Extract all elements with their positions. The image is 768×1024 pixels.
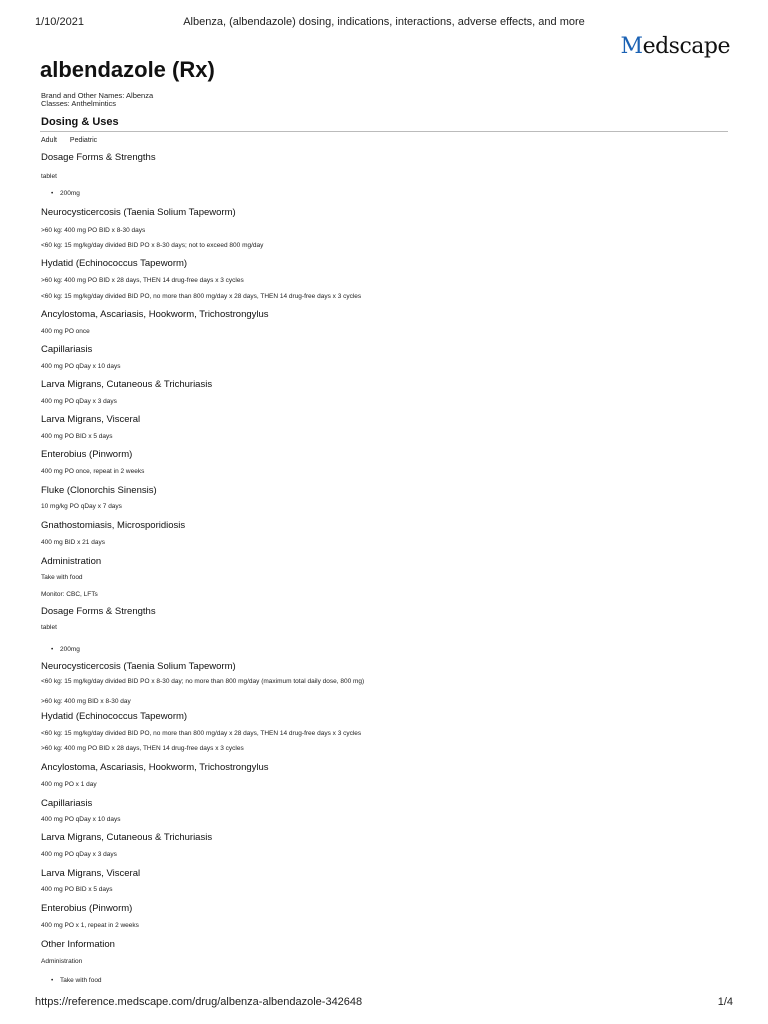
subsection-heading: Dosage Forms & Strengths <box>41 606 156 617</box>
logo-text: edscape <box>642 34 730 59</box>
print-date: 1/10/2021 <box>35 16 84 28</box>
dosing-text: >60 kg: 400 mg PO BID x 28 days, THEN 14 drug-free days x 3 cycles <box>41 277 244 284</box>
dosing-text: 400 mg PO BID x 5 days <box>41 433 113 440</box>
subsection-heading: Larva Migrans, Cutaneous & Trichuriasis <box>41 379 213 390</box>
dosing-text: <60 kg: 15 mg/kg/day divided BID PO x 8-30 days; not to exceed 800 mg/day <box>41 242 264 249</box>
dosing-text: Take with food <box>41 574 83 581</box>
dosing-text: 400 mg PO qDay x 10 days <box>41 363 121 370</box>
subsection-heading: Capillariasis <box>41 344 93 355</box>
dosing-text: 400 mg PO qDay x 3 days <box>41 851 117 858</box>
page-url: https://reference.medscape.com/drug/albenza-albendazole-342648 <box>35 996 363 1008</box>
section-heading-dosing: Dosing & Uses <box>41 116 119 128</box>
subsection-heading: Ancylostoma, Ascariasis, Hookworm, Trichostrongylus <box>41 762 269 773</box>
drug-classes: Classes: Anthelmintics <box>41 99 117 108</box>
bullet-item <box>51 190 80 197</box>
dosing-text: 400 mg PO BID x 5 days <box>41 886 113 893</box>
dosing-text: 10 mg/kg PO qDay x 7 days <box>41 503 122 510</box>
bullet-text: Take with food <box>60 977 102 984</box>
subsection-heading: Capillariasis <box>41 798 93 809</box>
subsection-heading: Larva Migrans, Cutaneous & Trichuriasis <box>41 832 213 843</box>
dosing-text: >60 kg: 400 mg PO BID x 8-30 days <box>41 227 146 234</box>
subsection-heading: Neurocysticercosis (Taenia Solium Tapeworm) <box>41 207 236 218</box>
print-footer <box>35 996 733 1010</box>
dosing-text: tablet <box>41 624 57 631</box>
subsection-heading: Hydatid (Echinococcus Tapeworm) <box>41 711 188 722</box>
subsection-heading: Fluke (Clonorchis Sinensis) <box>41 485 157 496</box>
dosing-text: <60 kg: 15 mg/kg/day divided BID PO, no more than 800 mg/day x 28 days, THEN 14 drug-free days x 3 cycles <box>41 730 362 737</box>
page-number: 1/4 <box>717 996 733 1008</box>
bullet-text: 200mg <box>60 646 80 653</box>
subsection-heading: Neurocysticercosis (Taenia Solium Tapeworm) <box>41 661 236 672</box>
subsection-heading: Enterobius (Pinworm) <box>41 449 133 460</box>
print-page-title: Albenza, (albendazole) dosing, indications, interactions, adverse effects, and more <box>183 16 585 28</box>
subsection-heading: Administration <box>41 556 102 567</box>
dosing-text: 400 mg PO qDay x 10 days <box>41 816 121 823</box>
bullet-item <box>51 646 80 653</box>
subsection-heading: Larva Migrans, Visceral <box>41 414 141 425</box>
dosing-text: 400 mg BID x 21 days <box>41 539 105 546</box>
subsection-heading: Larva Migrans, Visceral <box>41 868 141 879</box>
dosing-text: 400 mg PO x 1, repeat in 2 weeks <box>41 922 139 929</box>
dosing-text: >60 kg: 400 mg PO BID x 28 days, THEN 14 drug-free days x 3 cycles <box>41 745 244 752</box>
dosing-text: Administration <box>41 958 83 965</box>
subsection-heading: Enterobius (Pinworm) <box>41 903 133 914</box>
dosing-text: tablet <box>41 173 57 180</box>
dosing-text: 400 mg PO once <box>41 328 90 335</box>
bullet-text: 200mg <box>60 190 80 197</box>
bullet-item <box>51 977 102 984</box>
dosing-text: 400 mg PO once, repeat in 2 weeks <box>41 468 145 475</box>
dosing-text: <60 kg: 15 mg/kg/day divided BID PO, no more than 800 mg/day x 28 days, THEN 14 drug-free days x 3 cycles <box>41 293 362 300</box>
logo-accent-letter: M <box>620 34 643 59</box>
subsection-heading: Hydatid (Echinococcus Tapeworm) <box>41 258 188 269</box>
dosing-text: <60 kg: 15 mg/kg/day divided BID PO x 8-30 day; no more than 800 mg/day (maximum total daily dose, 800 mg) <box>41 678 365 685</box>
dosing-text: >60 kg: 400 mg BID x 8-30 day <box>41 698 131 705</box>
subsection-heading: Other Information <box>41 939 115 950</box>
tab-pediatric[interactable]: Pediatric <box>69 137 98 144</box>
subsection-heading: Dosage Forms & Strengths <box>41 152 156 163</box>
subsection-heading: Ancylostoma, Ascariasis, Hookworm, Trichostrongylus <box>41 309 269 320</box>
tab-adult[interactable]: Adult <box>41 137 57 144</box>
dosing-text: 400 mg PO qDay x 3 days <box>41 398 117 405</box>
drug-title: albendazole (Rx) <box>40 57 215 82</box>
brand-names: Brand and Other Names: Albenza <box>41 91 154 100</box>
subsection-heading: Gnathostomiasis, Microsporidiosis <box>41 520 186 531</box>
dosing-text: 400 mg PO x 1 day <box>41 781 97 788</box>
dosing-text: Monitor: CBC, LFTs <box>41 591 98 598</box>
